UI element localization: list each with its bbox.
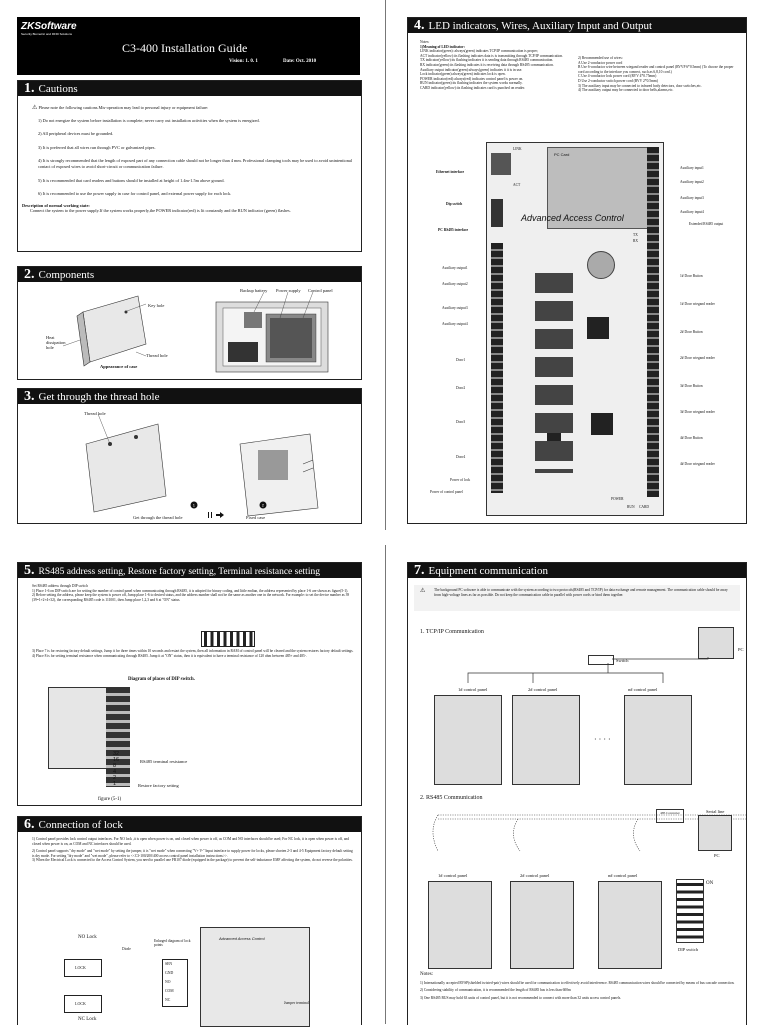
no-lock-box: LOCK xyxy=(64,959,102,977)
dip-switch-figure xyxy=(201,631,255,647)
enlarged-label: Enlarged diagram of lock points xyxy=(154,939,191,947)
tcp-board-n xyxy=(624,695,692,785)
rs485-p3: 3) Place 7 is for restoring factory default settings, Jump it for three times within 10 seconds and restart the system, then all information in RAM of control panel will be cleared and the system restores factory default settings. xyxy=(32,649,354,653)
right-terminals xyxy=(647,147,659,497)
thread-step-2: Fixed case xyxy=(246,515,266,520)
rs485-board-n xyxy=(598,881,662,969)
section-3 xyxy=(17,388,362,524)
wire-note: 2) Recommended use of wires: xyxy=(578,56,623,60)
version-text: Vision: 1. 0. 1 xyxy=(229,59,258,64)
ellipsis: · · · · xyxy=(594,735,611,744)
tcp-board-2 xyxy=(512,695,580,785)
warning-icon: ⚠ xyxy=(32,105,38,111)
switch-label: Switch xyxy=(616,658,629,663)
comm-note: 2) Considering stability of communication, it is recommended the length of RS485 bus is less than 600m xyxy=(420,988,571,993)
rs485-board-2 xyxy=(510,881,574,969)
label-door-4: Door4 xyxy=(456,455,466,459)
lock-p1: 1) Control panel provides lock control output interfaces. For NO lock ,it is open when power is on, and closed when power is off, as COM and NO interfaces should be used; For NC lock, it is open when power is off, and closed when power is on, as COM and NC interfaces should be used. xyxy=(32,837,350,846)
label-aux-in-2: Auxiliary input2 xyxy=(680,180,704,184)
label-ext-rs485: Extended RS485 output xyxy=(688,222,724,226)
serial-label: Serial line xyxy=(706,809,725,814)
wire-note: A Use 2-conductor power cord xyxy=(578,60,623,65)
led-notes-title: Notes: xyxy=(420,40,430,44)
label-lock-power: Power of lock xyxy=(450,478,471,482)
key-hole-label: Key hole xyxy=(148,303,165,308)
rs485-pc-label: PC xyxy=(714,853,720,858)
comm-intro-box: ⚠ The background PC software is able to communicate with the system according to two protocols(RS485 and TCP/IP) for data exchange and remote management. The communication cable should be away from high-voltage lines as far as possible. Do not keep the communication cable in parallel with power cords or bind them together. xyxy=(414,585,740,611)
tcp-panel-n: n# control panel xyxy=(628,687,658,692)
power-supply-label: Power supply xyxy=(276,288,301,293)
working-state-text: Connect the system to the power supply.If the system works properly,the POWER indicator(red) is lit constantly and the RUN indicator (green) flashes. xyxy=(30,208,291,214)
section-4 xyxy=(407,17,747,524)
wire-note: 3) The auxiliary input may be connected to infrared body detectors, door switches,etc. xyxy=(578,83,702,88)
indicator-power: POWER xyxy=(611,497,624,501)
section-6-header: 6. Connection of lock xyxy=(18,817,361,832)
brand-subtitle: Security Biometric and RFID Solutions xyxy=(21,32,73,36)
rs485-board-1 xyxy=(428,881,492,969)
led-note: Lock indicator(green):always(green) indicates lock is open. xyxy=(420,72,506,77)
dip-diagram-title: Diagram of places of DIP switch. xyxy=(128,677,195,682)
chip xyxy=(591,413,613,435)
page-divider-bottom xyxy=(385,545,386,1024)
label-door3-button: 3# Door Button xyxy=(680,384,703,388)
label-door2-reader: 2# Door wiegand reader xyxy=(680,356,715,360)
label-ethernet: Ethernet interface xyxy=(436,170,465,174)
caution-item: 3) It is preferred that all wires run through PVC or galvanized pipes. xyxy=(38,144,156,150)
caution-item: 6) It is recommended to use the power supply in case for control panel, and external power supply for each lock. xyxy=(38,191,232,197)
label-door2-button: 2# Door Button xyxy=(680,330,703,334)
label-aux-out-2: Auxiliary output2 xyxy=(442,282,468,286)
led-note: Auxiliary output indicator(green):always(green) indicates it it is in use. xyxy=(420,67,523,72)
label-aux-out-4: Auxiliary output4 xyxy=(442,322,468,326)
tcp-board-1 xyxy=(434,695,502,785)
figure-caption: figure (5-1) xyxy=(98,797,122,802)
label-aux-out-3: Auxiliary output3 xyxy=(442,306,468,310)
circuit-board xyxy=(486,142,664,516)
indicator-run: RUN xyxy=(627,505,635,509)
thread-step-1: Get through the thread hole xyxy=(133,515,183,520)
tcp-panel-2: 2# control panel xyxy=(528,687,558,692)
guide-title: C3-400 Installation Guide xyxy=(122,41,248,55)
rs485-heading: 2. RS485 Communication xyxy=(420,795,483,801)
tcp-heading: 1. TCP/IP Communication xyxy=(420,629,484,635)
thread-illustration xyxy=(18,404,361,522)
section-7 xyxy=(407,562,747,1025)
lock-terminal-block: SEN GND NO COM NC xyxy=(162,959,188,1007)
terminal-resistance-label: RS485 terminal resistance xyxy=(140,759,188,764)
chip xyxy=(587,317,609,339)
dip-board-figure xyxy=(48,687,110,769)
battery xyxy=(587,251,615,279)
case-illustration xyxy=(18,282,361,377)
label-door-1: Door1 xyxy=(456,358,466,362)
rs485-panel-n: n# control panel xyxy=(608,873,638,878)
board-title: Advanced Access Control xyxy=(521,213,624,223)
indicator-act: ACT xyxy=(513,183,521,187)
cautions-intro: ⚠ Please note the following cautions.Mis-operation may lead to personal injury or equipment failure: xyxy=(32,105,209,111)
indicator-card: CARD xyxy=(639,505,649,509)
indicator-link: LINK xyxy=(513,147,522,151)
jumper-label: Jumper terminal xyxy=(284,1001,309,1005)
dip-value: 16 xyxy=(113,757,120,763)
rs485-pc-monitor xyxy=(698,815,732,851)
label-door1-reader: 1# Door wiegand reader xyxy=(680,302,715,306)
caution-item: 2) All peripheral devices must be grounded. xyxy=(38,131,114,137)
rs485-p4: 4) Place 8 is for setting terminal resistance when communicating through RS485. Jump it at "ON" status, then it is equivalent to have a terminal resistance of 120 ohm between 485+ and 485-. xyxy=(32,653,307,658)
led-note: ACT indicator(yellow):its flashing indicates data is is transmitting through TCP/IP communication. xyxy=(420,53,563,58)
rs485-line0: Set RS485 address through DIP switch xyxy=(32,584,88,588)
label-pc-rs485: PC RS485 interface xyxy=(438,228,469,232)
appearance-label: Appearance of case xyxy=(100,364,138,369)
section-7-header: 7. Equipment communication xyxy=(408,563,746,578)
label-door-2: Door2 xyxy=(456,386,466,390)
lock-p2: 2) Control panel supports "dry mode" and "wet mode" by setting the jumper, it is "wet mode" when connecting "V+ V-" Input interface to supply power for locks, please shorten 2-3 and 4-5 Equipment factory default setting is dry mode. For setting "dry mode" and "wet mode", please refer to <<C3-100/200/400 access control panel installation instructions>>. xyxy=(32,849,353,858)
pc-label: PC xyxy=(738,647,744,652)
control-panel-label: Control panel xyxy=(308,288,333,293)
label-aux-in-4: Auxiliary input4 xyxy=(680,210,704,214)
led-note: TX indicator(yellow):its flashing indicates it is sending data through RS485 communication. xyxy=(420,58,554,63)
dip-switch-label: DIP switch xyxy=(678,947,698,952)
caution-item: 4) It is strongly recommended that the length of exposed part of any connection cable should not be longer than 4 mm. Professional clamping tools may be used to avoid unintentional contact of exposed wires to avoid short-circuit or communication failure. xyxy=(38,158,352,169)
label-door-3: Door3 xyxy=(456,420,466,424)
label-aux-in-1: Auxiliary input1 xyxy=(680,166,704,170)
label-aux-in-3: Auxiliary input3 xyxy=(680,196,704,200)
lock-board: Advanced Access Control xyxy=(200,927,310,1027)
cover-banner xyxy=(17,17,360,75)
rs485-p1: 1) Place 1-6 on DIP switch are for setting the number of control panel when communicating through RS485, it is adopted for binary coding, and little endian, the address represented by place 1-6 are shown as figure(5-1). xyxy=(32,588,349,593)
rs485-wiring xyxy=(408,801,746,861)
diode-label: Diode xyxy=(122,947,131,951)
indicator-rx: RX xyxy=(633,239,638,243)
wire-note: C Use 4-conductor lock power cord (RVV 4*0.75mm) xyxy=(578,74,657,79)
heat-hole-label: Heat dissipation hole xyxy=(46,335,66,350)
page-divider-top xyxy=(385,0,386,530)
caution-item: 5) It is recommended that card readers and buttons should be installed at height of 1.4m-1.5m above ground. xyxy=(38,177,225,183)
rs485-panel-2: 2# control panel xyxy=(520,873,550,878)
no-lock-label: NO Lock xyxy=(78,935,97,940)
relays xyxy=(535,273,573,473)
led-note: RUN indicator(green):its flashing indicates the system works normally. xyxy=(420,81,523,86)
rs485-panel-1: 1# control panel xyxy=(438,873,468,878)
thread-hole-label: Thread hole xyxy=(146,353,168,358)
dip-value: 4 xyxy=(113,769,117,775)
wire-note: B Use 6-conductor wire between wiegand reader and control panel (RVVP 6*0.5mm) (To choose the proper cord according to the interface you connect, such as 6,8,10 cord.) xyxy=(578,65,734,74)
pc-card-area: PC Card xyxy=(547,147,657,229)
brand-logo: ZKSoftware xyxy=(21,21,77,32)
svg-text:2: 2 xyxy=(261,502,264,508)
nc-lock-box: LOCK xyxy=(64,995,102,1013)
dip-switch-block xyxy=(491,199,503,227)
backup-battery-label: Backup battery xyxy=(240,288,268,293)
caution-item: 1) Do not energize the system before installation is complete; never carry out installation activities when the system is energized. xyxy=(38,117,260,123)
warning-icon: ⚠ xyxy=(420,588,426,594)
dip-switch-diagram xyxy=(676,879,704,943)
restore-factory-label: Restore factory setting xyxy=(138,783,179,788)
section-3-header: 3. Get through the thread hole xyxy=(18,389,361,404)
ethernet-port xyxy=(491,153,511,175)
comm-note: 1) Internationally accepted RVSP(shielded twisted-pair) wires should be used for communication to effectively avoid interference. RS485 communication wires should be connected by means of bus cascade connection. xyxy=(420,980,735,985)
section-2 xyxy=(17,266,362,380)
label-dip: Dip switch xyxy=(446,202,463,206)
dip-value: 1 xyxy=(113,781,117,787)
led-note: CARD indicator(yellow):its flashing indicates card is punched on reader. xyxy=(420,85,525,90)
label-panel-power: Power of control panel xyxy=(430,490,463,494)
label-aux-out-1: Auxiliary output1 xyxy=(442,266,468,270)
tcp-panel-1: 1# control panel xyxy=(458,687,488,692)
led-note: 1)Meaning of LED indicator: xyxy=(420,44,465,49)
section-2-header: 2. Components xyxy=(18,267,361,282)
dip-value: 8 xyxy=(113,763,117,769)
section-1 xyxy=(17,80,362,252)
label-door4-reader: 4# Door wiegand reader xyxy=(680,462,715,466)
label-door4-button: 4# Door Button xyxy=(680,436,703,440)
comm-note: 3) One RS485 BUS may hold 63 units of control panel, but it is not recommended to connect with more than 32 units access control panels. xyxy=(420,995,622,1000)
section-1-header: 1. Cautions xyxy=(18,81,361,96)
date-text: Date: Oct. 2010 xyxy=(283,59,317,64)
rs485-p2: 2) Before setting the address, please keep the system is power off, Jump place 1-6 to desired status, and the address number shall not be the same as another one in the network. For example: to set the device number as 39 (39=1+2+4+32), the corresponding RS485 code is 111001, then Jump place 1,2,3 and 6 at "ON" status. xyxy=(32,593,350,602)
dip-value: 2 xyxy=(113,775,117,781)
svg-text:1: 1 xyxy=(192,502,195,508)
led-note: POWER indicator(red):always(red) indicates control panel is power on. xyxy=(420,76,524,81)
dip-value: 32 xyxy=(113,751,120,757)
section-6 xyxy=(17,816,362,1025)
indicator-tx: TX xyxy=(633,233,638,237)
wire-note: D Use 2-conductor switch power cord (RVV 2*0.5mm) xyxy=(578,78,658,83)
led-note: RX indicator(green):its flashing indicates it is receiving data through RS485 communication. xyxy=(420,62,554,67)
label-door1-button: 1# Door Button xyxy=(680,274,703,278)
section-5 xyxy=(17,562,362,806)
wire-note: 4) The auxiliary output may be connected to door bells,alarms,etc. xyxy=(578,88,674,93)
label-door3-reader: 3# Door wiegand reader xyxy=(680,410,715,414)
led-note: LINK indicator(green): always(green) indicates TCP/IP communication is proper; xyxy=(420,49,538,54)
section-4-header: 4. LED indicators, Wires, Auxiliary Input and Output xyxy=(408,18,746,33)
nc-lock-label: NC Lock xyxy=(78,1017,97,1022)
converter-box: 485 Converter xyxy=(656,809,684,823)
comm-notes-title: Notes: xyxy=(420,972,434,977)
working-state-title: Description of normal working state: xyxy=(22,202,90,208)
thread-hole-label-2: Thread hole xyxy=(84,411,106,416)
lock-p3: 3) When the Electrical Lock is connected to the Access Control System, you need to parallel one FR107 diode (equipped in the package) to prevent the self-inductance EMF affecting the system, do not reverse the polarities. xyxy=(32,858,353,863)
section-5-header: 5. RS485 address setting, Restore factory setting, Terminal resistance setting xyxy=(18,563,361,578)
left-terminals xyxy=(491,243,503,493)
dip-on-label: ON xyxy=(706,881,714,886)
